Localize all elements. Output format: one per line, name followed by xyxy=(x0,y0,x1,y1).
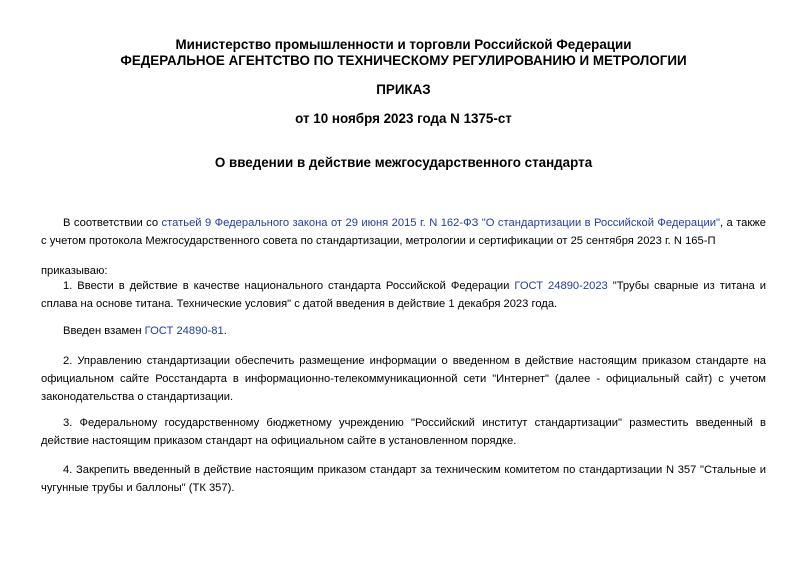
document-type: ПРИКАЗ xyxy=(376,82,431,97)
order-item-1 xyxy=(41,277,766,313)
order-item-4: 4. Закрепить введенный в действие настоящим приказом стандарт за техническим комитетом по стандартизации N 357 "Стальные и чугунные трубы и баллоны" (ТК 357). xyxy=(41,464,766,494)
gost-24890-81-link[interactable]: ГОСТ 24890-81 xyxy=(144,325,224,337)
orders-label: приказываю: xyxy=(41,265,108,277)
ministry-heading: Министерство промышленности и торговли Российской Федерации xyxy=(175,37,632,52)
intro-paragraph xyxy=(41,214,766,250)
gost-24890-2023-link[interactable]: ГОСТ 24890-2023 xyxy=(514,280,608,292)
intro-suffix: , а также с учетом протокола Межгосударственного совета по стандартизации, метрологии и сертификации от 25 сентября 2023 г. N 165-П xyxy=(41,217,766,247)
intro-prefix: В соответствии со xyxy=(63,217,162,229)
order-item-2: 2. Управлению стандартизации обеспечить размещение информации о введенном в действие настоящим приказом стандарте на официальном сайте Росстандарта в информационно-телекоммуникационной сети "Интернет" (далее - официальный сайт) с учетом законодательства о стандартизации. xyxy=(41,355,766,403)
item1-suffix: "Трубы сварные из титана и сплава на основе титана. Технические условия" с датой введения в действие 1 декабря 2023 года. xyxy=(41,280,766,310)
agency-heading: ФЕДЕРАЛЬНОЕ АГЕНТСТВО ПО ТЕХНИЧЕСКОМУ РЕГУЛИРОВАНИЮ И МЕТРОЛОГИИ xyxy=(120,53,687,68)
item1-prefix: 1. Ввести в действие в качестве национального стандарта Российской Федерации xyxy=(63,280,515,292)
document-date-number: от 10 ноября 2023 года N 1375-ст xyxy=(295,111,512,126)
document-title: О введении в действие межгосударственного стандарта xyxy=(214,155,593,170)
replaced-prefix: Введен взамен xyxy=(63,325,145,337)
order-item-3: 3. Федеральному государственному бюджетному учреждению "Российский институт стандартизации" разместить введенный в действие настоящим приказом стандарт на официальном сайте в установленном порядке. xyxy=(41,417,766,447)
replaced-note xyxy=(41,322,766,340)
federal-law-link[interactable]: статьей 9 Федерального закона от 29 июня 2015 г. N 162-ФЗ "О стандартизации в Российской Федерации" xyxy=(161,217,720,229)
replaced-suffix: . xyxy=(223,325,227,337)
